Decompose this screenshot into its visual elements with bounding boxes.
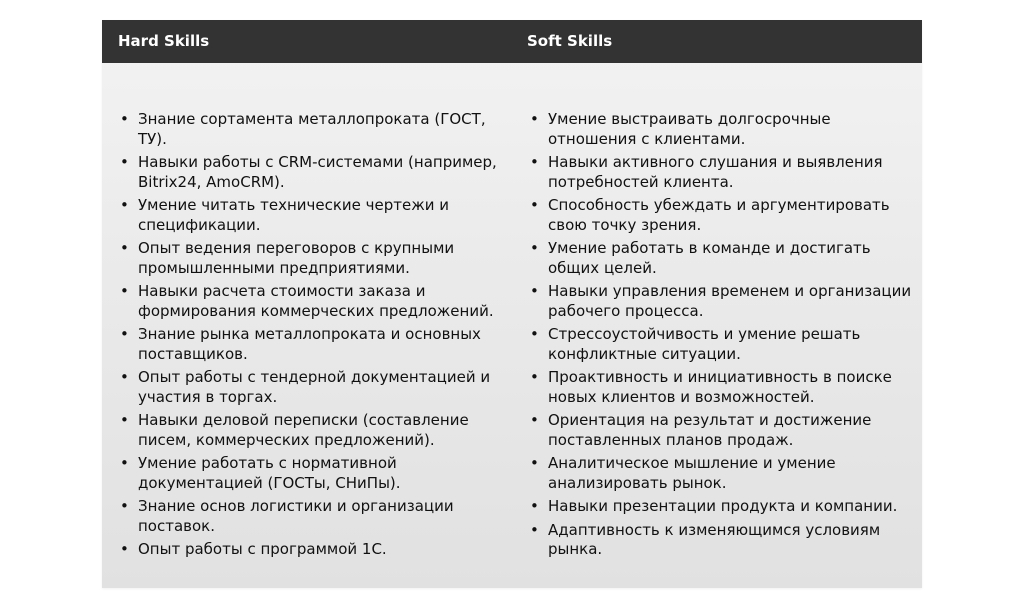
list-item-text: Опыт работы с программой 1С.	[138, 540, 387, 558]
list-item	[118, 454, 508, 493]
list-item	[528, 497, 912, 517]
bullet-icon: •	[120, 110, 129, 128]
list-item-text: Навыки презентации продукта и компании.	[548, 497, 898, 515]
list-item-text: Навыки активного слушания и выявления потребностей клиента.	[548, 153, 883, 191]
list-item	[528, 325, 912, 364]
list-item	[528, 239, 912, 278]
list-item	[118, 282, 508, 321]
bullet-icon: •	[120, 282, 129, 300]
bullet-icon: •	[120, 325, 129, 343]
list-item	[118, 368, 508, 407]
bullet-icon: •	[530, 411, 539, 429]
list-item	[118, 325, 508, 364]
list-item	[528, 521, 912, 560]
list-item-text: Опыт работы с тендерной документацией и участия в торгах.	[138, 368, 491, 406]
list-item-text: Ориентация на результат и достижение поставленных планов продаж.	[548, 411, 872, 449]
bullet-icon: •	[120, 454, 129, 472]
bullet-icon: •	[120, 153, 129, 171]
bullet-icon: •	[530, 368, 539, 386]
list-item	[118, 110, 508, 149]
list-item-text: Умение читать технические чертежи и спецификации.	[138, 196, 450, 234]
list-item-text: Знание рынка металлопроката и основных поставщиков.	[138, 325, 481, 363]
list-item-text: Опыт ведения переговоров с крупными промышленными предприятиями.	[138, 239, 455, 277]
list-item	[528, 368, 912, 407]
list-item-text: Умение выстраивать долгосрочные отношения с клиентами.	[548, 110, 831, 148]
list-item	[118, 411, 508, 450]
list-item	[118, 153, 508, 192]
list-item-text: Стрессоустойчивость и умение решать конфликтные ситуации.	[548, 325, 861, 363]
list-item	[528, 153, 912, 192]
list-item	[528, 454, 912, 493]
list-item-text: Аналитическое мышление и умение анализировать рынок.	[548, 454, 836, 492]
hard-skills-list	[118, 110, 508, 564]
list-item-text: Знание сортамента металлопроката (ГОСТ, ТУ).	[138, 110, 486, 148]
list-item-text: Способность убеждать и аргументировать свою точку зрения.	[548, 196, 890, 234]
list-item-text: Умение работать с нормативной документацией (ГОСТы, СНиПы).	[138, 454, 401, 492]
bullet-icon: •	[530, 282, 539, 300]
soft-skills-list	[528, 110, 912, 564]
list-item-text: Навыки расчета стоимости заказа и формирования коммерческих предложений.	[138, 282, 494, 320]
list-item	[528, 282, 912, 321]
list-item-text: Адаптивность к изменяющимся условиям рынка.	[548, 520, 881, 558]
bullet-icon: •	[530, 239, 539, 257]
list-item-text: Знание основ логистики и организации поставок.	[138, 497, 454, 535]
bullet-icon: •	[530, 520, 539, 539]
list-item	[528, 110, 912, 149]
skills-table	[102, 20, 922, 588]
list-item	[528, 411, 912, 450]
list-item	[118, 196, 508, 235]
list-item	[118, 497, 508, 536]
list-item	[528, 196, 912, 235]
list-item	[118, 239, 508, 278]
list-item-text: Навыки деловой переписки (составление писем, коммерческих предложений).	[138, 411, 469, 449]
list-item-text: Навыки управления временем и организации рабочего процесса.	[548, 282, 912, 320]
bullet-icon: •	[120, 368, 129, 386]
list-item-text: Навыки работы с CRM-системами (например, Bitrix24, AmoCRM).	[138, 153, 497, 191]
bullet-icon: •	[530, 110, 539, 128]
bullet-icon: •	[530, 325, 539, 343]
bullet-icon: •	[120, 411, 129, 429]
bullet-icon: •	[120, 497, 129, 515]
hard-skills-header: Hard Skills	[118, 32, 210, 50]
bullet-icon: •	[120, 540, 129, 558]
table-header	[102, 20, 922, 63]
list-item	[118, 540, 508, 560]
bullet-icon: •	[120, 196, 129, 214]
bullet-icon: •	[530, 153, 539, 171]
list-item-text: Проактивность и инициативность в поиске новых клиентов и возможностей.	[548, 368, 892, 406]
bullet-icon: •	[530, 454, 539, 472]
bullet-icon: •	[530, 196, 539, 214]
list-item-text: Умение работать в команде и достигать общих целей.	[548, 239, 871, 277]
bullet-icon: •	[120, 239, 129, 257]
bullet-icon: •	[530, 497, 539, 515]
soft-skills-header: Soft Skills	[527, 32, 613, 50]
